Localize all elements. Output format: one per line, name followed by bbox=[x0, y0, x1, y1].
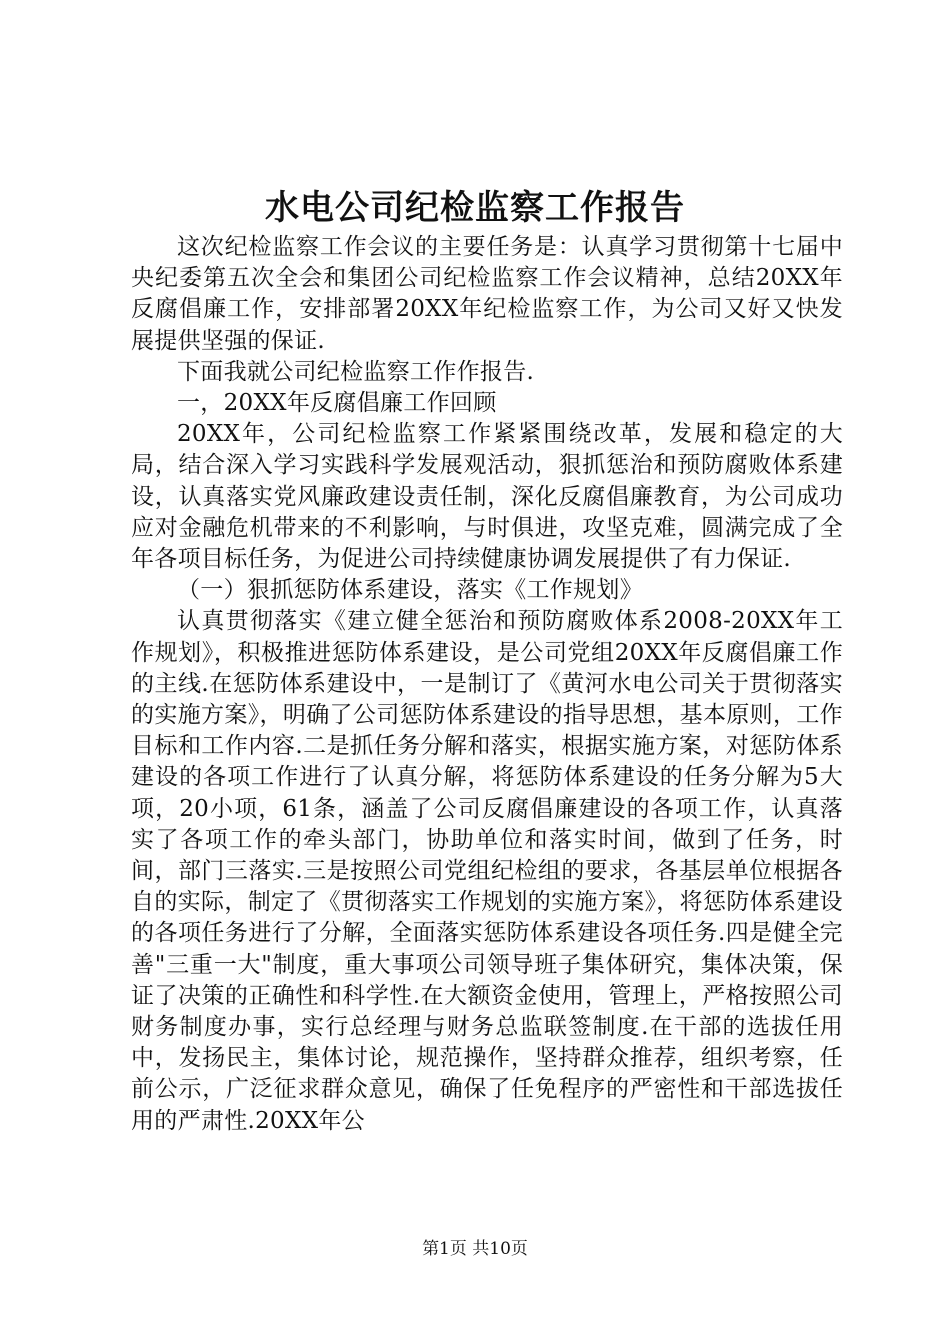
paragraph-review-summary: 20XX年，公司纪检监察工作紧紧围绕改革，发展和稳定的大局，结合深入学习实践科学发展观活动，狠抓惩治和预防腐败体系建设，认真落实党风廉政建设责任制，深化反腐倡廉教育，为公司成功应对金融危机带来的不利影响，与时俱进，攻坚克难，圆满完成了全年各项目标任务，为促进公司持续健康协调发展提供了有力保证. bbox=[131, 421, 843, 573]
subsection-heading-1: （一）狠抓惩防体系建设，落实《工作规划》 bbox=[177, 577, 643, 604]
paragraph-report-lead: 下面我就公司纪检监察工作作报告. bbox=[177, 358, 535, 385]
paragraph-intro: 这次纪检监察工作会议的主要任务是：认真学习贯彻第十七届中央纪委第五次全会和集团公司纪检监察工作会议精神，总结20XX年反腐倡廉工作，安排部署20XX年纪检监察工作，为公司又好又快发展提供坚强的保证. bbox=[131, 234, 843, 354]
paragraph-system-construction: 认真贯彻落实《建立健全惩治和预防腐败体系2008-20XX年工作规划》，积极推进惩防体系建设，是公司党组20XX年反腐倡廉工作的主线.在惩防体系建设中，一是制订了《黄河水电公司关于贯彻落实的实施方案》，明确了公司惩防体系建设的指导思想，基本原则，工作目标和工作内容.二是抓任务分解和落实，根据实施方案，对惩防体系建设的各项工作进行了认真分解，将惩防体系建设的任务分解为5大项，20小项，61条，涵盖了公司反腐倡廉建设的各项工作，认真落实了各项工作的牵头部门，协助单位和落实时间，做到了任务，时间，部门三落实.三是按照公司党组纪检组的要求，各基层单位根据各自的实际，制定了《贯彻落实工作规划的实施方案》，将惩防体系建设的各项任务进行了分解，全面落实惩防体系建设各项任务.四是健全完善"三重一大"制度，重大事项公司领导班子集体研究，集体决策，保证了决策的正确性和科学性.在大额资金使用，管理上，严格按照公司财务制度办事，实行总经理与财务总监联签制度.在干部的选拔任用中，发扬民主，集体讨论，规范操作，坚持群众推荐，组织考察，任前公示，广泛征求群众意见，确保了任免程序的严密性和干部选拔任用的严肃性.20XX年公 bbox=[131, 608, 843, 1134]
document-title: 水电公司纪检监察工作报告 bbox=[265, 188, 685, 228]
page-number-footer: 第1页 共10页 bbox=[422, 1239, 528, 1259]
document-body bbox=[131, 232, 843, 1137]
section-heading-review: 一，20XX年反腐倡廉工作回顾 bbox=[177, 390, 497, 417]
